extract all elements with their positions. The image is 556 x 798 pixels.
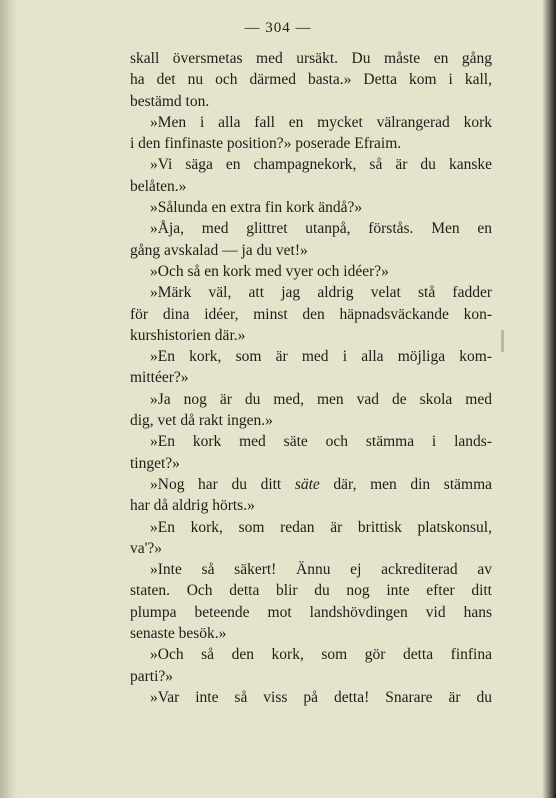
text-line: har då aldrig hörts.» bbox=[130, 497, 255, 515]
text-line: va'?» bbox=[130, 539, 163, 557]
text-line: gång avskalad — ja du vet!» bbox=[130, 241, 308, 259]
text-line: tinget?» bbox=[130, 454, 180, 472]
text-line: mittéer?» bbox=[130, 369, 189, 387]
text-line: plumpa beteende mot landshövdingen vid hans bbox=[130, 603, 492, 621]
italic-word: säte bbox=[294, 475, 320, 493]
text-line: »Märk väl, att jag aldrig velat stå fadder bbox=[150, 284, 492, 302]
text-line: »En kork, som redan är brittisk platskonsul, bbox=[150, 518, 492, 536]
text-line: bestämd ton. bbox=[130, 92, 210, 110]
text-line: »Var inte så viss på detta! Snarare är du bbox=[150, 688, 492, 706]
text-line: staten. Och detta blir du nog inte efter ditt bbox=[130, 582, 492, 600]
text-line: »Och så den kork, som gör detta finfina bbox=[150, 646, 492, 664]
text-line: »Inte så säkert! Ännu ej ackrediterad av bbox=[150, 561, 492, 579]
text-line: »Ja nog är du med, men vad de skola med bbox=[150, 390, 492, 408]
text-line: belåten.» bbox=[130, 177, 187, 195]
text-line: dig, vet då rakt ingen.» bbox=[130, 412, 273, 430]
body-text bbox=[130, 48, 492, 708]
page-mark bbox=[501, 330, 504, 352]
text-line: »Och så en kork med vyer och idéer?» bbox=[150, 262, 389, 280]
text-line: i den finfinaste position?» poserade Efraim. bbox=[130, 135, 402, 153]
text-line: kurshistorien där.» bbox=[130, 326, 246, 344]
text-line: senaste besök.» bbox=[130, 625, 227, 643]
text-line: »En kork med säte och stämma i lands- bbox=[150, 433, 492, 451]
text-line: »Sålunda en extra fin kork ändå?» bbox=[150, 199, 363, 217]
text-line: ha det nu och därmed basta.» Detta kom i kall, bbox=[130, 71, 492, 89]
text-line: »Men i alla fall en mycket välrangerad kork bbox=[150, 113, 492, 131]
text-line: »En kork, som är med i alla möjliga kom- bbox=[150, 348, 492, 366]
text-line: »Nog har du ditt säte där, men din stämma bbox=[150, 475, 492, 493]
text-line: för dina idéer, minst den häpnadsväckande kon- bbox=[130, 305, 492, 323]
text-line: »Åja, med glittret utanpå, förstås. Men en bbox=[150, 220, 492, 238]
text-line: »Vi säga en champagnekork, så är du kanske bbox=[150, 156, 492, 174]
text-line: skall översmetas med ursäkt. Du måste en gång bbox=[130, 50, 492, 67]
text-line: parti?» bbox=[130, 667, 174, 685]
page-number: — 304 — bbox=[244, 20, 312, 36]
